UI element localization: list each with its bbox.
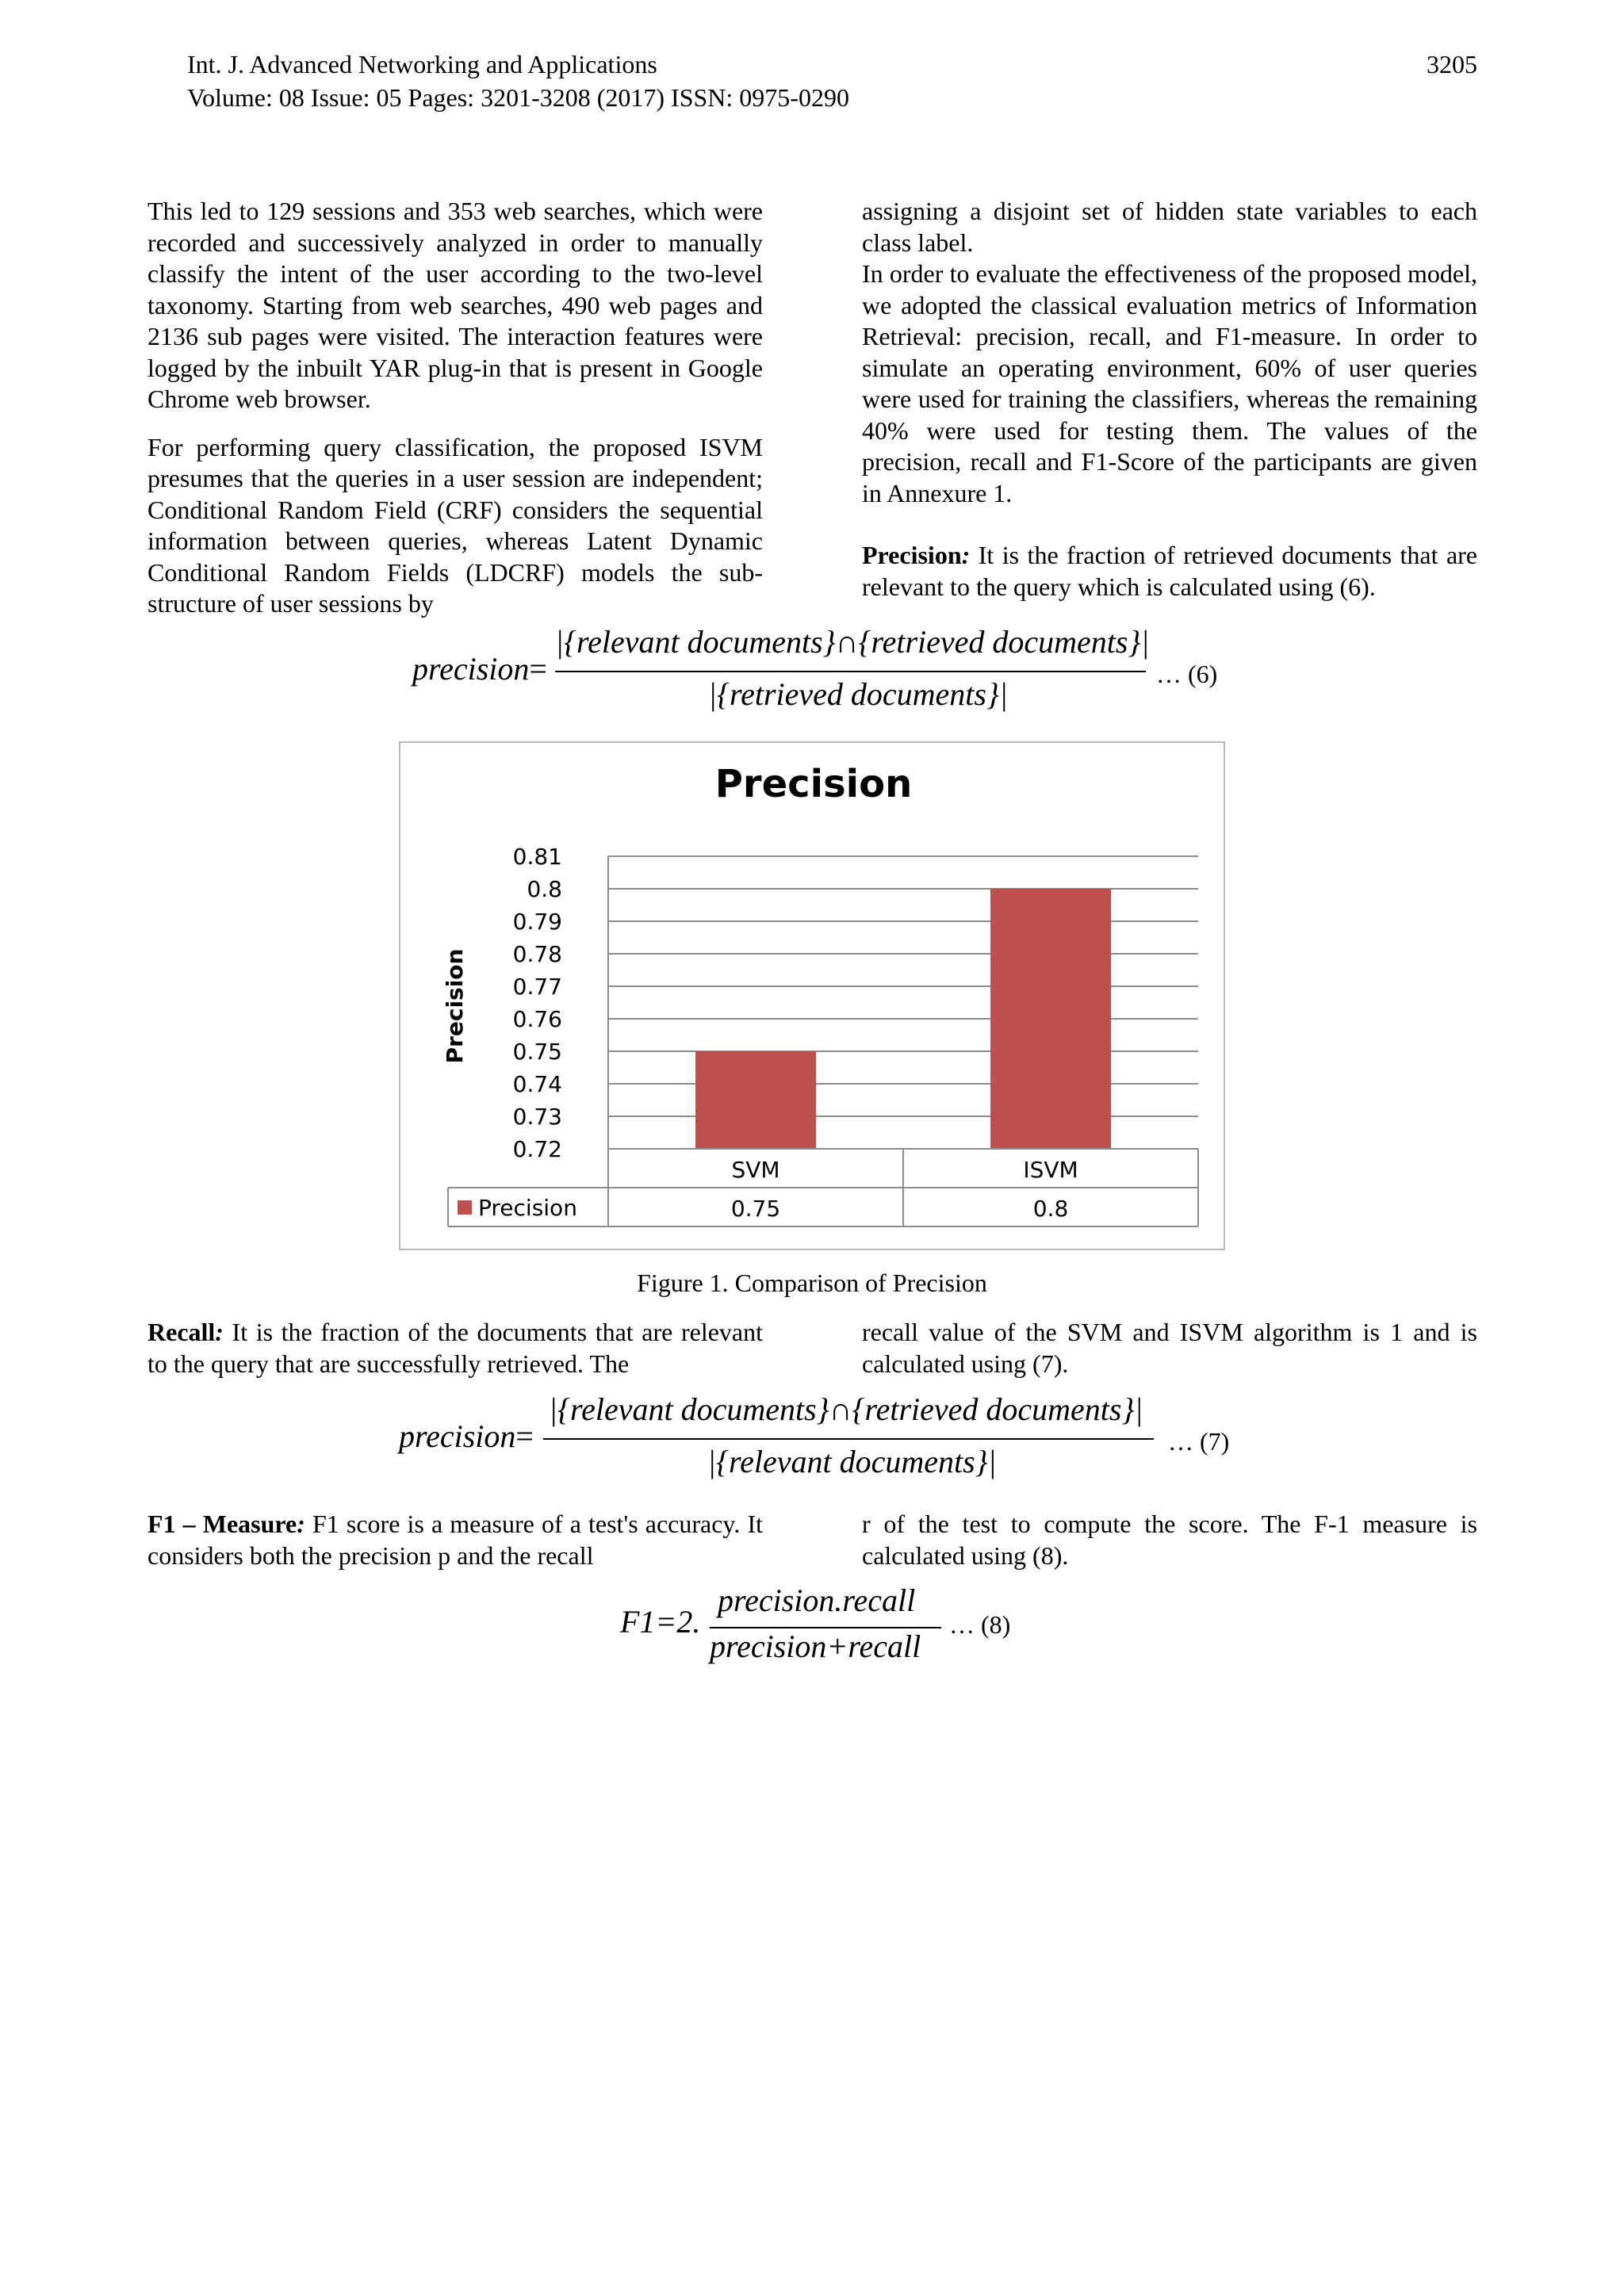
legend-label: Precision: [478, 1195, 577, 1221]
f1-paragraph-cont: r of the test to compute the score. The F-1 measure is calculated using (8).: [862, 1510, 1477, 1570]
y-tick-label: 0.79: [512, 909, 562, 935]
eq7-lhs: precision=: [399, 1418, 534, 1454]
data-value-label: 0.8: [1032, 1196, 1069, 1222]
paragraph-hidden-state: assigning a disjoint set of hidden state variables to each class label.: [862, 197, 1477, 257]
legend-swatch: [458, 1200, 472, 1215]
eq6-numerator: |{relevant documents}∩{retrieved documents}|: [555, 624, 1150, 660]
precision-definition: It is the fraction of retrieved documents that are relevant to the query which is calculated using (6).: [862, 541, 1477, 601]
eq8-number: … (8): [949, 1610, 1011, 1639]
precision-label: Precision: [862, 541, 962, 569]
eq6-number: … (6): [1156, 660, 1218, 688]
eq8-lhs: F1=2.: [620, 1604, 701, 1640]
recall-right: [862, 1317, 1477, 1396]
eq7-fraction-bar: [543, 1438, 1154, 1440]
eq8-numerator: precision.recall: [718, 1582, 916, 1618]
page-number: 3205: [1427, 50, 1477, 78]
running-header: [187, 48, 849, 114]
data-value-label: 0.75: [730, 1196, 781, 1222]
y-tick-label: 0.74: [512, 1071, 562, 1097]
y-tick-label: 0.78: [512, 941, 562, 967]
precision-chart: [399, 741, 1225, 1250]
eq6-denominator: |{retrieved documents}|: [708, 676, 1008, 712]
chart-title: Precision: [714, 762, 913, 806]
recall-left: [147, 1317, 763, 1396]
y-tick-label: 0.76: [512, 1006, 562, 1032]
paragraph-precision-def: [862, 540, 1477, 603]
right-column: [862, 196, 1477, 619]
precision-colon: :: [961, 541, 971, 569]
f1-paragraph: F1 – Measure: F1 score is a measure of a test's accuracy. It considers both the precision p and the recall: [147, 1510, 764, 1570]
eq7-denominator: |{relevant documents}|: [707, 1444, 997, 1479]
recall-paragraph: Recall: It is the fraction of the documents that are relevant to the query that are successfully retrieved. The: [147, 1318, 763, 1378]
y-axis-label: Precision: [442, 948, 468, 1064]
volume-line: Volume: 08 Issue: 05 Pages: 3201-3208 (2017) ISSN: 0975-0290: [187, 83, 849, 112]
x-category-label: ISVM: [1023, 1157, 1078, 1183]
figure-caption: Figure 1. Comparison of Precision: [637, 1269, 987, 1297]
precision-chart-svg: [400, 743, 1224, 1249]
y-tick-label: 0.73: [512, 1104, 562, 1130]
bar-isvm: [990, 889, 1111, 1149]
eq7-number: … (7): [1168, 1427, 1230, 1456]
eq8-denominator: precision+recall: [710, 1628, 921, 1664]
x-category-label: SVM: [731, 1157, 780, 1183]
f1-right: [862, 1509, 1477, 1588]
y-tick-label: 0.77: [512, 974, 562, 1000]
recall-label: Recall: [147, 1318, 216, 1346]
f1-left: [147, 1509, 763, 1588]
paragraph-sessions: This led to 129 sessions and 353 web searches, which were recorded and successively analyzed in order to manually classify the intent of the user according to the two-level taxonomy. Starting from web searches, 490 web pages and 2136 sub pages were visited. The interaction features were logged by the inbuilt YAR plug-in that is present in Google Chrome web browser.: [147, 197, 763, 413]
eq7-numerator: |{relevant documents}∩{retrieved documents}|: [549, 1391, 1143, 1427]
y-tick-label: 0.75: [512, 1039, 562, 1065]
y-tick-label: 0.8: [527, 876, 562, 902]
recall-paragraph-cont: recall value of the SVM and ISVM algorithm is 1 and is calculated using (7).: [862, 1318, 1477, 1378]
bar-svm: [695, 1051, 816, 1149]
paragraph-evaluation: In order to evaluate the effectiveness of the proposed model, we adopted the classical evaluation metrics of Information Retrieval: precision, recall, and F1-measure. In order to simulate an operating environment, 60% of user queries were used for training the classifiers, whereas the remaining 40% were used for testing them. The values of the precision, recall and F1-Score of the participants are given in Annexure 1.: [862, 259, 1477, 507]
left-column: [147, 196, 763, 637]
y-tick-label: 0.72: [512, 1136, 562, 1162]
journal-title: Int. J. Advanced Networking and Applications: [187, 50, 657, 78]
eq6-fraction-bar: [555, 671, 1146, 672]
y-tick-label: 0.81: [512, 844, 562, 870]
f1-label: F1 – Measure: [147, 1510, 297, 1538]
eq6-lhs: precision=: [412, 651, 547, 687]
paragraph-query-classification: For performing query classification, the proposed ISVM presumes that the queries in a user session are independent; Conditional Random Field (CRF) considers the sequential information between queries, whereas Latent Dynamic Conditional Random Fields (LDCRF) models the sub-structure of user sessions by: [147, 432, 763, 618]
